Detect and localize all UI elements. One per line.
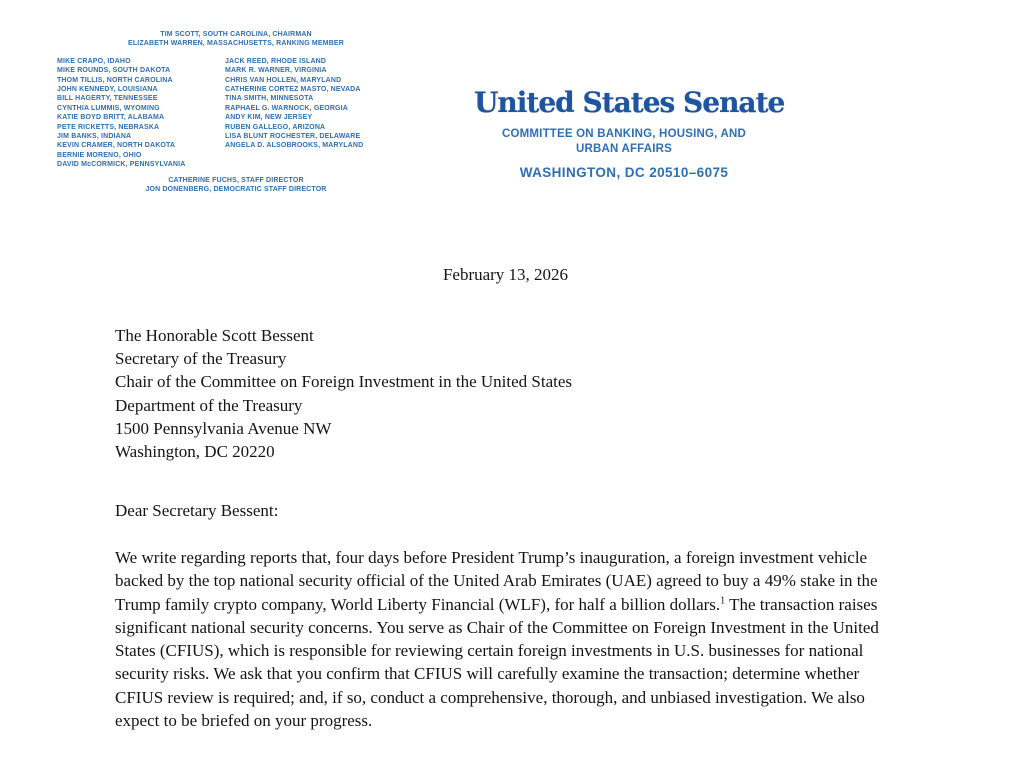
salutation: Dear Secretary Bessent: [115,501,279,520]
chairman-line: TIM SCOTT, SOUTH CAROLINA, CHAIRMAN [160,31,312,38]
members-right-column [225,57,417,170]
ranking-member-line: ELIZABETH WARREN, MASSACHUSETTS, RANKING MEMBER [128,40,344,48]
staff-directors [55,176,417,195]
member-name: ANDY KIM, NEW JERSEY [225,114,313,122]
footnote-marker: 1 [720,594,726,606]
letter-date: February 13, 2026 [442,265,569,284]
member-name: DAVID McCORMICK, PENNSYLVANIA [57,161,186,169]
committee-leadership [55,30,417,49]
member-name: JACK REED, RHODE ISLAND [225,57,327,65]
member-name: CHRIS VAN HOLLEN, MARYLAND [225,76,342,84]
member-name: JIM BANKS, INDIANA [57,133,132,141]
recipient-line: Secretary of the Treasury [115,349,287,369]
member-name: KATIE BOYD BRITT, ALABAMA [57,114,165,122]
member-name: MARK R. WARNER, VIRGINIA [225,67,327,75]
democratic-staff-director-line: JON DONENBERG, DEMOCRATIC STAFF DIRECTOR [145,186,327,194]
senate-title-block [474,86,785,180]
recipient-line: Chair of the Committee on Foreign Investment in the United States [115,372,573,392]
letter-body-paragraph [115,546,901,732]
recipient-line: 1500 Pennsylvania Avenue NW [115,418,332,438]
staff-director-line: CATHERINE FUCHS, STAFF DIRECTOR [168,176,304,184]
member-columns [55,57,417,170]
committee-address: WASHINGTON, DC 20510–6075 [519,165,729,180]
member-name: THOM TILLIS, NORTH CAROLINA [57,76,173,84]
member-name: JOHN KENNEDY, LOUISIANA [57,86,158,94]
member-name: BERNIE MORENO, OHIO [57,151,142,159]
recipient-address-block [115,324,572,463]
committee-roster [55,30,417,195]
members-left-column [55,57,225,170]
committee-name-line2: URBAN AFFAIRS [575,142,673,155]
member-name: RAPHAEL G. WARNOCK, GEORGIA [225,104,348,112]
recipient-line: Washington, DC 20220 [115,442,275,462]
body-text-after-footnote: The transaction raises significant national security concerns. You serve as Chair of the Committee on Foreign Investment in the United States (CFIUS), which is responsible for reviewing certain foreign investments in U.S. businesses for national security risks. We ask that you confirm that CFIUS will carefully examine the transaction; determine whether CFIUS review is required; and, if so, conduct a comprehensive, thorough, and unbiased investigation. We also expect to be briefed on your progress. [115,594,879,730]
committee-name [474,127,774,156]
senate-title-blackletter: United States Senate [474,86,785,119]
member-name: LISA BLUNT ROCHESTER, DELAWARE [225,133,361,141]
member-name: TINA SMITH, MINNESOTA [225,95,314,103]
body-text-before-footnote: We write regarding reports that, four days before President Trump’s inauguration, a foreign investment vehicle backed by the top national security official of the United Arab Emirates (UAE) agreed to buy a 49% stake in the Trump family crypto company, World Liberty Financial (WLF), for half a billion dollars. [115,548,878,614]
member-name: BILL HAGERTY, TENNESSEE [57,95,158,103]
member-name: CATHERINE CORTEZ MASTO, NEVADA [225,86,361,94]
member-name: RUBEN GALLEGO, ARIZONA [225,123,326,131]
member-name: ANGELA D. ALSOBROOKS, MARYLAND [225,142,364,150]
member-name: CYNTHIA LUMMIS, WYOMING [57,104,160,112]
recipient-line: The Honorable Scott Bessent [115,326,314,345]
member-name: KEVIN CRAMER, NORTH DAKOTA [57,142,176,150]
member-name: MIKE CRAPO, IDAHO [57,57,131,65]
committee-name-line1: COMMITTEE ON BANKING, HOUSING, AND [501,128,747,140]
member-name: MIKE ROUNDS, SOUTH DAKOTA [57,67,171,75]
recipient-line: Department of the Treasury [115,395,303,415]
member-name: PETE RICKETTS, NEBRASKA [57,123,160,131]
